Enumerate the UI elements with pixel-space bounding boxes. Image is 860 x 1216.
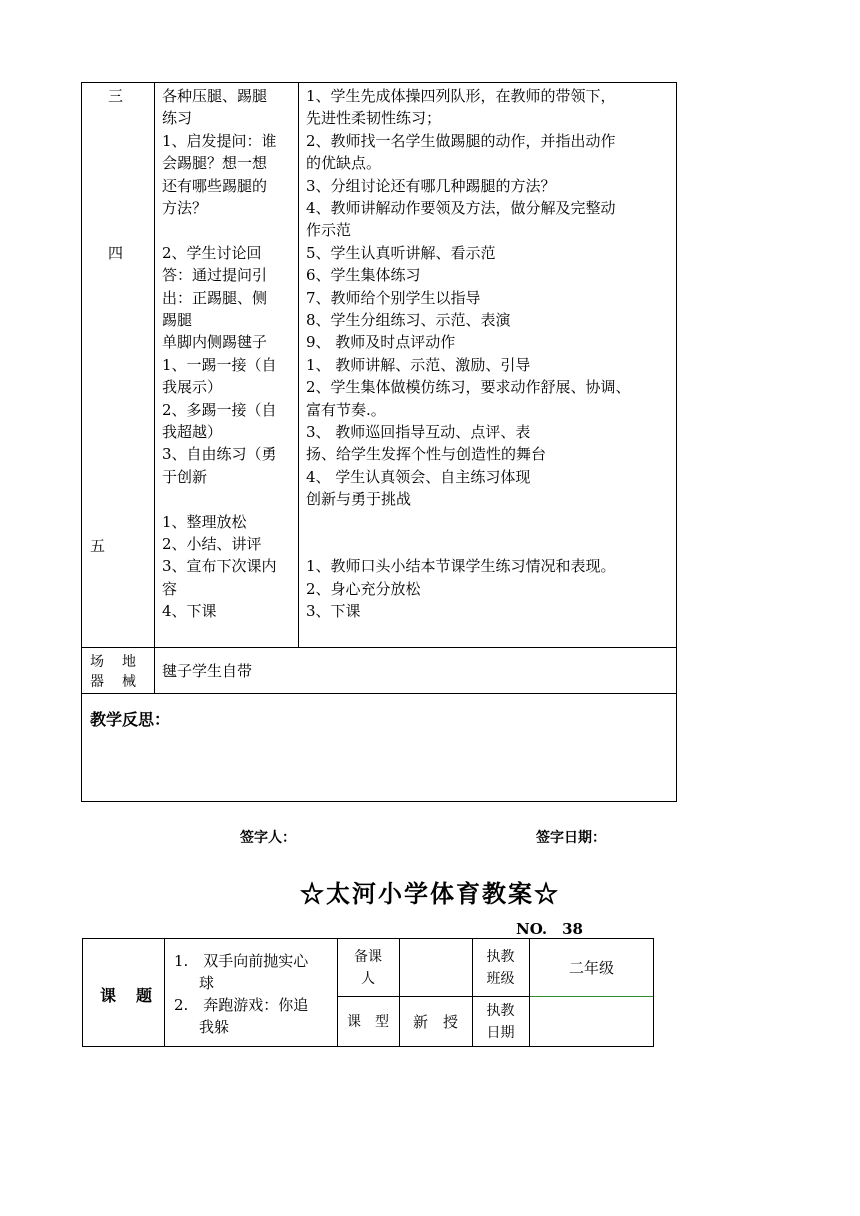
method-line: 2、学生集体做模仿练习，要求动作舒展、协调、 <box>306 378 631 397</box>
organization-line: 1、启发提问：谁 <box>162 131 277 150</box>
lower-mid-rule <box>337 996 530 997</box>
method-line: 的优缺点。 <box>306 154 382 173</box>
lesson-number: NO. 38 <box>516 920 583 938</box>
prep-label-1: 备课 <box>354 949 382 965</box>
signer-label: 签字人： <box>240 830 296 846</box>
lower-mid-rule-green <box>530 996 653 997</box>
venue-label-line-2: 器 械 <box>90 674 138 690</box>
organization-line: 我超越） <box>162 423 223 441</box>
method-line: 3、下课 <box>306 602 361 621</box>
sign-date-label: 签字日期： <box>536 830 606 846</box>
organization-line: 3、自由练习（勇 <box>162 445 277 464</box>
method-line: 作示范 <box>306 221 352 240</box>
method-line: 1、教师口头小结本节课学生练习情况和表现。 <box>306 557 616 576</box>
method-line: 4、教师讲解动作要领及方法，做分解及完整动 <box>306 199 616 217</box>
method-line: 2、身心充分放松 <box>306 579 421 598</box>
lower-table-bottom <box>82 1046 654 1047</box>
upper-col-divider-1 <box>154 82 155 694</box>
organization-line: 练习 <box>162 109 193 128</box>
method-line: 8、学生分组练习、示范、表演 <box>306 311 511 329</box>
organization-line: 出：正踢腿、侧 <box>162 288 268 307</box>
class-label-2: 班级 <box>486 971 515 987</box>
organization-line: 还有哪些踢腿的 <box>162 176 268 195</box>
organization-line: 2、学生讨论回 <box>162 243 262 262</box>
organization-line: 4、下课 <box>162 602 217 621</box>
upper-row-divider-venue <box>81 647 677 648</box>
method-line: 5、学生认真听讲解、看示范 <box>306 243 496 262</box>
method-line: 创新与勇于挑战 <box>306 490 412 509</box>
type-value: 新 授 <box>412 1013 458 1031</box>
organization-line: 我展示） <box>162 378 223 397</box>
upper-row-divider-reflection <box>81 693 677 694</box>
organization-line: 踢腿 <box>162 311 193 329</box>
subject-label: 课 题 <box>100 986 155 1005</box>
lower-table-left <box>82 938 83 1046</box>
upper-col-divider-2 <box>298 82 299 648</box>
organization-line: 2、小结、讲评 <box>162 535 262 553</box>
method-line: 1、学生先成体操四列队形，在教师的带领下， <box>306 87 616 105</box>
lower-div-5 <box>529 938 530 1046</box>
upper-table-left <box>81 82 82 802</box>
organization-line: 各种压腿、踢腿 <box>162 87 268 105</box>
organization-line: 于创新 <box>162 467 208 486</box>
lower-table-right <box>653 938 654 1046</box>
class-value: 二年级 <box>568 959 614 977</box>
organization-line: 方法？ <box>162 199 208 217</box>
prep-label-2: 人 <box>361 971 375 987</box>
method-line: 先进性柔韧性练习； <box>306 109 442 128</box>
date-label-1: 执教 <box>486 1003 515 1019</box>
lower-table-top <box>82 938 654 939</box>
method-line: 9、 教师及时点评动作 <box>306 333 456 352</box>
upper-table-top <box>81 82 677 83</box>
date-label-2: 日期 <box>486 1025 515 1041</box>
lower-div-1 <box>164 938 165 1046</box>
venue-label-line-1: 场 地 <box>90 654 138 670</box>
organization-line: 1、一踢一接（自 <box>162 355 277 374</box>
organization-line: 2、多踢一接（自 <box>162 400 277 419</box>
reflection-label: 教学反思： <box>90 710 171 729</box>
subject-item-1b: 球 <box>199 974 215 992</box>
upper-table-bottom <box>81 801 677 802</box>
venue-value: 毽子学生自带 <box>162 662 253 680</box>
method-line: 富有节奏.。 <box>306 400 386 419</box>
method-line: 6、学生集体练习 <box>306 266 421 285</box>
subject-item-2a: 2. 奔跑游戏：你追 <box>174 996 309 1014</box>
method-line: 2、教师找一名学生做踢腿的动作，并指出动作 <box>306 131 616 150</box>
method-line: 7、教师给个别学生以指导 <box>306 288 481 307</box>
method-line: 扬、给学生发挥个性与创造性的舞台 <box>306 445 547 464</box>
upper-table-right <box>676 82 677 802</box>
organization-line: 1、整理放松 <box>162 512 247 531</box>
method-line: 1、 教师讲解、示范、激励、引导 <box>306 355 531 374</box>
method-line: 3、分组讨论还有哪几种踢腿的方法？ <box>306 176 556 195</box>
row-label-four: 四 <box>108 244 124 262</box>
organization-line: 单脚内侧踢毽子 <box>162 333 268 352</box>
page-title: ☆太河小学体育教案☆ <box>300 879 560 908</box>
organization-line: 容 <box>162 579 178 598</box>
organization-line: 会踢腿？想一想 <box>162 154 268 173</box>
method-line: 4、 学生认真领会、自主练习体现 <box>306 467 531 486</box>
row-label-five: 五 <box>90 537 106 555</box>
method-line: 3、 教师巡回指导互动、点评、表 <box>306 423 531 441</box>
class-label-1: 执教 <box>486 949 515 965</box>
type-label: 课 型 <box>347 1014 389 1030</box>
organization-line: 3、宣布下次课内 <box>162 557 277 576</box>
subject-item-1a: 1. 双手向前抛实心 <box>174 952 309 970</box>
row-label-three: 三 <box>108 87 124 105</box>
organization-line: 答：通过提问引 <box>162 266 268 285</box>
subject-item-2b: 我躲 <box>199 1018 230 1036</box>
